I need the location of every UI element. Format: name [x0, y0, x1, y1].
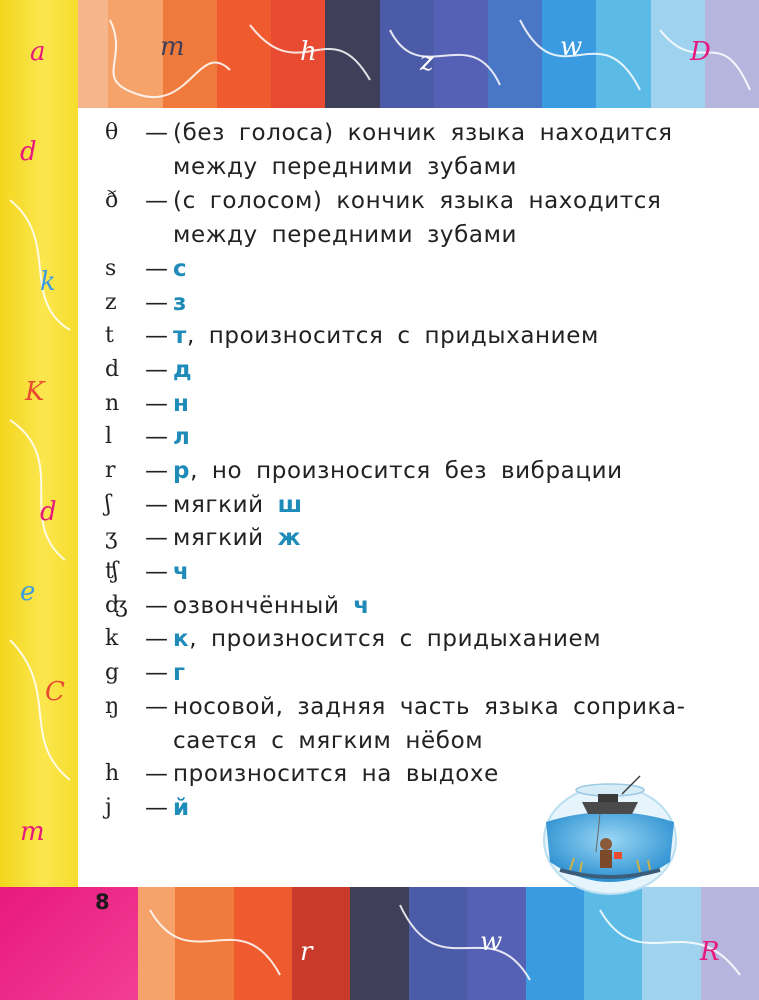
dash: —: [145, 795, 168, 821]
top-color-band: [0, 0, 759, 108]
phoneme-symbol: j: [105, 795, 112, 820]
russian-letter: л: [173, 424, 191, 450]
phoneme-description: носовой, задняя часть языка соприка-: [173, 694, 686, 720]
phoneme-row-theta: [105, 116, 673, 150]
phoneme-row-eng: [105, 690, 686, 724]
phoneme-description: (без голоса) кончик языка находится: [173, 120, 673, 146]
phoneme-row-d: [105, 353, 192, 387]
dash: —: [145, 626, 168, 652]
phoneme-row-t: [105, 319, 599, 353]
phoneme-row-g: [105, 656, 186, 690]
russian-letter: з: [173, 290, 187, 316]
svg-text:R: R: [700, 937, 720, 967]
phoneme-description: (с голосом) кончик языка находится: [173, 188, 662, 214]
svg-text:h: h: [300, 37, 317, 67]
phoneme-row-ezh: [105, 521, 301, 555]
phoneme-description-continuation: между передними зубами: [173, 222, 518, 248]
phoneme-symbol: k: [105, 626, 119, 651]
svg-text:w: w: [560, 32, 583, 62]
svg-text:d: d: [20, 137, 37, 167]
dash: —: [145, 458, 168, 484]
russian-letter: с: [173, 256, 188, 282]
dash: —: [145, 492, 168, 518]
phoneme-note: озвончённый: [173, 593, 354, 619]
phoneme-symbol: θ: [105, 120, 119, 145]
phoneme-description-continuation: сается с мягким нёбом: [173, 728, 484, 754]
svg-text:d: d: [40, 497, 57, 527]
phoneme-note: , произносится с придыханием: [189, 626, 602, 652]
phoneme-row-z: [105, 286, 187, 320]
phoneme-row-n: [105, 387, 190, 421]
russian-letter: д: [173, 357, 193, 383]
svg-text:z: z: [420, 47, 434, 77]
dash: —: [145, 593, 168, 619]
dash: —: [145, 188, 168, 214]
phoneme-note: , произносится с придыханием: [186, 323, 599, 349]
dash: —: [145, 660, 168, 686]
phoneme-note: мягкий: [173, 525, 278, 551]
phoneme-symbol: r: [105, 458, 116, 483]
dash: —: [145, 559, 168, 585]
phoneme-row-tesh: [105, 555, 189, 589]
russian-letter: р: [173, 458, 191, 484]
phoneme-row-j: [105, 791, 190, 825]
phoneme-symbol: s: [105, 256, 117, 281]
svg-text:m: m: [20, 817, 45, 847]
phoneme-row-k: [105, 622, 601, 656]
fishbowl-diver-illustration: [540, 762, 680, 897]
dash: —: [145, 694, 168, 720]
phoneme-symbol: n: [105, 391, 120, 416]
dash: —: [145, 290, 168, 316]
phoneme-symbol: g: [105, 660, 120, 685]
dash: —: [145, 256, 168, 282]
dash: —: [145, 391, 168, 417]
dash: —: [145, 761, 168, 787]
phoneme-row-esh: [105, 488, 303, 522]
phoneme-symbol: t: [105, 323, 114, 348]
phoneme-description-continuation: между передними зубами: [173, 154, 518, 180]
phoneme-symbol: l: [105, 424, 113, 449]
russian-letter: н: [173, 391, 190, 417]
svg-text:k: k: [40, 267, 56, 297]
phoneme-symbol: ŋ: [105, 694, 120, 719]
phoneme-symbol: d: [105, 357, 120, 382]
russian-letter: г: [173, 660, 186, 686]
page-number: 8: [95, 890, 110, 914]
svg-text:C: C: [45, 677, 65, 707]
phoneme-row-r: [105, 454, 623, 488]
phoneme-note: , но произносится без вибрации: [190, 458, 623, 484]
phoneme-symbol: ʤ: [105, 593, 128, 618]
phoneme-description: произносится на выдохе: [173, 761, 499, 787]
phoneme-row-s: [105, 252, 187, 286]
phoneme-symbol: ð: [105, 188, 119, 213]
phoneme-row-eth: [105, 184, 661, 218]
russian-letter: ш: [277, 492, 303, 518]
phoneme-symbol: ʧ: [105, 559, 119, 584]
phoneme-symbol: ʒ: [105, 525, 118, 550]
svg-text:a: a: [30, 37, 46, 67]
dash: —: [145, 357, 168, 383]
dash: —: [145, 120, 168, 146]
phoneme-symbol: ʃ: [105, 492, 111, 517]
svg-text:e: e: [20, 577, 36, 607]
svg-text:D: D: [690, 37, 711, 67]
russian-letter: к: [173, 626, 190, 652]
svg-text:K: K: [25, 377, 45, 407]
svg-text:w: w: [480, 927, 503, 957]
phoneme-note: мягкий: [173, 492, 278, 518]
phoneme-row-dezh: [105, 589, 370, 623]
russian-letter: ч: [353, 593, 370, 619]
phoneme-symbol: h: [105, 761, 120, 786]
svg-text:r: r: [300, 937, 313, 967]
phoneme-row-h: [105, 757, 499, 791]
page-number-box: [0, 887, 138, 1000]
russian-letter: й: [173, 795, 190, 821]
russian-letter: т: [173, 323, 187, 349]
phoneme-symbol: z: [105, 290, 117, 315]
russian-letter: ч: [173, 559, 190, 585]
dash: —: [145, 525, 168, 551]
left-color-band: [0, 0, 78, 1000]
russian-letter: ж: [277, 525, 302, 551]
dash: —: [145, 424, 168, 450]
phoneme-row-l: [105, 420, 190, 454]
svg-text:m: m: [160, 32, 185, 62]
dash: —: [145, 323, 168, 349]
